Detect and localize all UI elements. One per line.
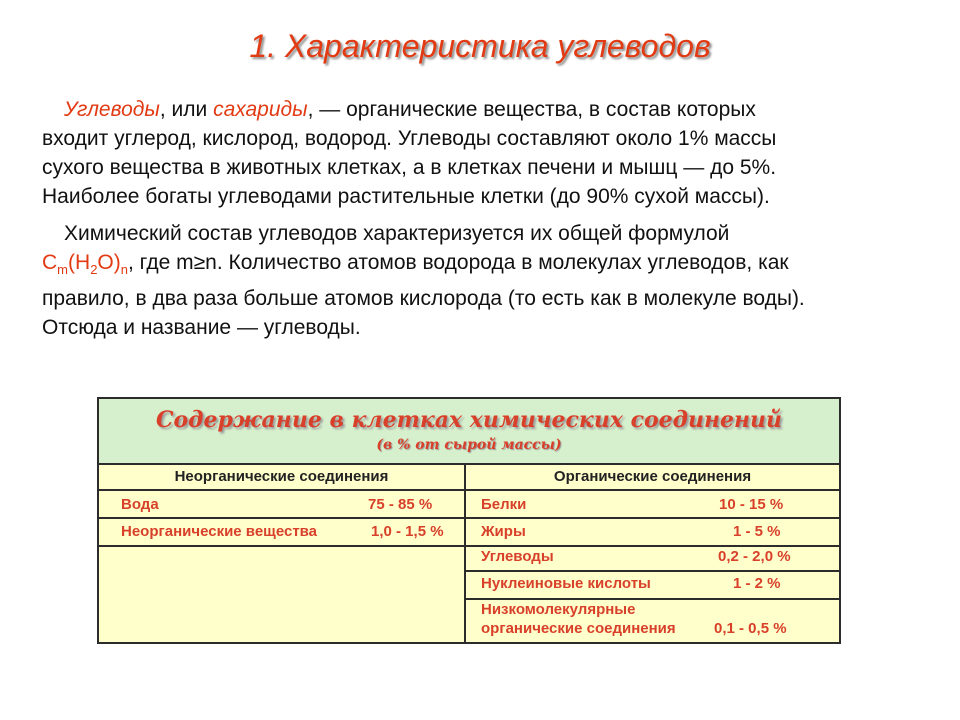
text-formula-rest: , где m≥n. Количество атомов водорода в молекулах углеводов, как (127, 251, 789, 274)
row-divider (466, 545, 839, 547)
column-header-inorganic: Неорганические соединения (174, 468, 389, 485)
table-header (99, 399, 839, 465)
compound-name: Нуклеиновые кислоты (481, 575, 651, 592)
text-line-rule: правило, в два раза больше атомов кислорода (то есть как в молекуле воды). (42, 287, 805, 311)
table-subtitle: (в % от сырой массы) (376, 437, 562, 453)
row-divider (99, 517, 464, 519)
general-formula: $C_m(H_2O)_n$ (42, 251, 128, 278)
compound-value: 0,1 - 0,5 % (714, 620, 787, 637)
row-divider (466, 570, 839, 572)
text-or: , или (159, 98, 214, 121)
compound-value: 75 - 85 % (368, 496, 433, 513)
table-title: Содержание в клетках химических соединений (155, 407, 783, 433)
text-line4: Наиболее богаты углеводами растительные клетки (до 90% сухой массы). (42, 185, 770, 208)
compound-value: 1 - 5 % (733, 523, 781, 540)
text-line1-rest: , — органические вещества, в состав которых (307, 98, 756, 121)
text-formula-intro: Химический состав углеводов характеризуется их общей формулой (64, 222, 730, 245)
row-divider (99, 545, 464, 547)
compound-value: 0,2 - 2,0 % (718, 548, 791, 565)
column-header-organic: Органические соединения (553, 468, 752, 485)
compound-name: Белки (481, 496, 527, 513)
slide-title: 1. Характеристика углеводов (249, 28, 711, 64)
compound-name-line2: органические соединения (481, 620, 676, 637)
compound-value: 1,0 - 1,5 % (371, 523, 444, 540)
row-divider (466, 598, 839, 600)
paragraph-definition (42, 95, 942, 211)
compound-name-line1: Низкомолекулярные (481, 601, 636, 618)
compound-name: Жиры (481, 523, 526, 540)
term-saccharides: сахариды (213, 98, 308, 121)
text-line2: входит углерод, кислород, водород. Углеводы составляют около 1% массы (42, 127, 777, 150)
text-line-name: Отсюда и название — углеводы. (42, 316, 361, 340)
compound-name: Углеводы (481, 548, 554, 565)
compound-name: Неорганические вещества (121, 523, 318, 540)
divider-under-headers (99, 489, 839, 491)
text-line3: сухого вещества в животных клетках, а в клетках печени и мышц — до 5%. (42, 156, 777, 179)
paragraph-formula (42, 219, 942, 342)
row-divider (466, 517, 839, 519)
term-carbohydrates: Углеводы (64, 98, 160, 121)
compound-value: 10 - 15 % (719, 496, 784, 513)
compound-name: Вода (121, 496, 159, 513)
body-text (42, 95, 942, 350)
compound-value: 1 - 2 % (733, 575, 781, 592)
composition-table (97, 397, 841, 644)
